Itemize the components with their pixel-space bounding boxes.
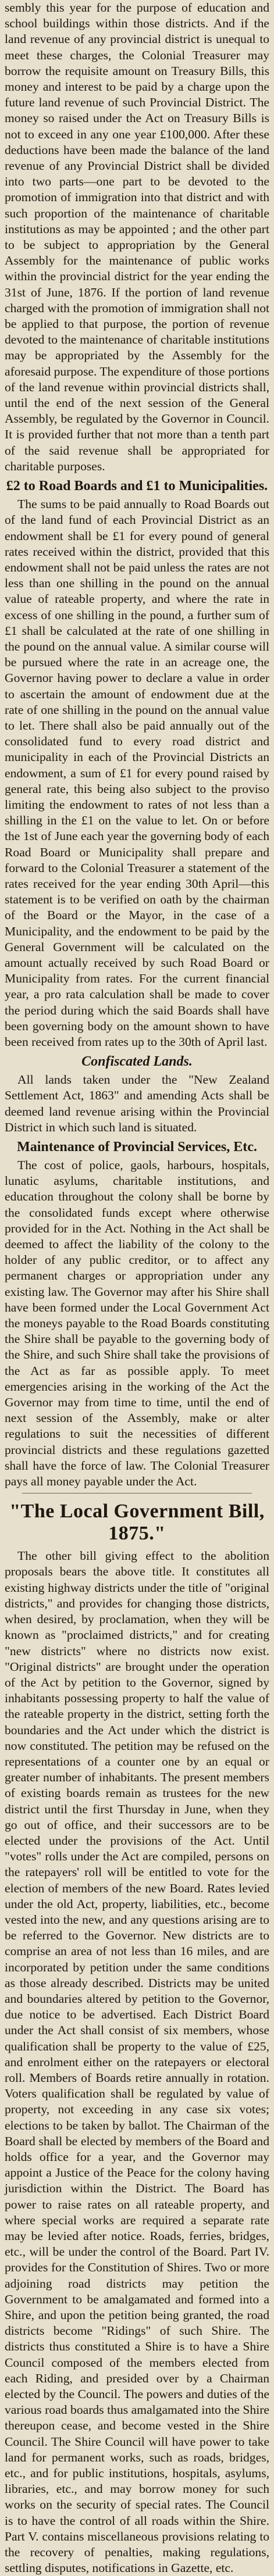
section-heading-local-government-bill: "The Local Government Bill, 1875." xyxy=(9,1500,265,1545)
confiscated-lands-paragraph: All lands taken under the "New Zealand Settlement Act, 1863" and amending Acts shall be deemed land revenue arising within the Provincial District in which such land is situated. xyxy=(5,1073,269,1134)
section-heading-road-boards: £2 to Road Boards and £1 to Municipalities. xyxy=(6,478,268,494)
newspaper-column xyxy=(5,0,269,2575)
section-divider xyxy=(22,1493,252,1494)
section-heading-provincial-services: Maintenance of Provincial Services, Etc. xyxy=(17,1139,257,1155)
road-boards-paragraph: The sums to be paid annually to Road Boards out of the land fund of each Provincial District as an endowment shall be £1 for every pound of general rates received within the district, provided that this endowment shall not be paid unless the rates are not less than one shilling in the pound on the annual value of rateable property, and where the rate in excess of one shilling in the pound, a further sum of £1 shall be calculated at the rate of one shilling in the pound on the annual value. A similar course will be pursued where the rate in an acreage one, the Governor having power to declare a value in order to ascertain the amount of endowment due at the rate of one shilling in the pound on the annual value to let. There shall also be paid annually out of the consolidated fund to every road district and municipality in each of the Provincial Districts an endowment, a sum of £1 for every pound raised by general rate, this being also subject to the proviso limiting the endowment to rates of not less than a shilling in the £1 on the value to let. On or before the 1st of June each year the governing body of each Road Board or Municipality shall prepare and forward to the Colonial Treasurer a statement of the rates received for the year ending 30th April—this statement is to be verified on oath by the chairman of the Board or the Mayor, in the case of a Municipality, and the endowment to be paid by the General Government will be calculated on the amount actually received by such Road Board or Municipality from rates. For the current financial year, a pro rata calculation shall be made to cover the period during which the said Boards shall have been governing body on the amount shown to have been received from rates up to the 30th of April last. xyxy=(5,497,269,1049)
intro-paragraph: sembly this year for the purpose of education and school buildings within those districts. And if the land revenue of any provincial district is unequal to meet these charges, the Colonial Treasurer may borrow the requisite amount on Treasury Bills, this money and interest to be paid by a charge upon the future land revenue of such Provincial District. The money so raised under the Act on Treasury Bills is not to exceed in any one year £100,000. After these deductions have been made the balance of the land revenue of any Provincial District shall be divided into two parts—one part to be devoted to the promotion of immigration into that district and with such proportion of the maintenance of charitable institutions as may be appointed ; and the other part to be subject to appropriation by the General Assembly for the maintenance of public works within the provincial district for the year ending the 31st of June, 1876. If the portion of land revenue charged with the promotion of immigration shall not be applied to that purpose, the portion of revenue devoted to the maintenance of charitable institutions may be appropriated by the Assembly for the aforesaid purpose. The expenditure of those portions of the land revenue within provincial districts shall, until the end of the next session of the General Assembly, be regulated by the Governor in Council. It is provided further that not more than a tenth part of the said revenue shall be appropriated for charitable purposes. xyxy=(5,1,269,473)
section-heading-confiscated-lands: Confiscated Lands. xyxy=(81,1054,193,1070)
provincial-services-paragraph: The cost of police, gaols, harbours, hospitals, lunatic asylums, charitable institutions, and education throughout the colony shall be borne by the consolidated funds except where otherwise provided for in the Act. Nothing in the Act shall be deemed to affect the liability of the colony to the holder of any public creditor, or to affect any permanent charges or appropriation under any existing law. The Governor may after his Shire shall have been formed under the Local Government Act the moneys payable to the Road Boards constituting the Shire shall be payable to the governing body of the Shire, and such Shire shall take the provisions of the Act as far as possible apply. To meet emergencies arising in the working of the Act the Governor may from time to time, until the end of next session of the Assembly, make or alter regulations to suit the necessities of different provincial districts and these regulations gazetted shall have the force of law. The Colonial Treasurer pays all money payable under the Act. xyxy=(5,1158,269,1489)
local-government-paragraph: The other bill giving effect to the abolition proposals bears the above title. It constitutes all existing highway districts under the title of "original districts," and provides for changing those districts, when desired, by proclamation, when they will be known as "proclaimed districts," and for creating "new districts" where no districts now exist. "Original districts" are brought under the operation of the Act by petition to the Governor, signed by inhabitants possessing property to half the value of the rateable property in the district, setting forth the boundaries and the Act under which the district is now constituted. The petition may be refused on the representations of a counter one by an equal or greater number of inhabitants. The present members of existing boards remain as trustees for the new district until the first Thursday in June, when they go out of office, and their successors are to be elected under the provisions of the Act. Until "votes" rolls under the Act are compiled, persons on the ratepayers' roll will be entitled to vote for the election of members of the new Board. Rates levied under the old Act, property, liabilities, etc., become vested into the new, and any questions arising are to be referred to the Governor. New districts are to comprise an area of not less than 16 miles, and are incorporated by petition under the same conditions as those already described. Districts may be united and boundaries altered by petition to the Governor, due notice to be advertised. Each District Board under the Act shall consist of six members, whose qualification shall be property to the value of £25, and enrolment either on the ratepayers or electoral roll. Members of Boards retire annually in rotation. Voters qualification shall be regulated by value of property, not exceeding in any case six votes; elections to be taken by ballot. The Chairman of the Board shall be elected by members of the Board and holds office for a year, and the Governor may appoint a Justice of the Peace for the colony having jurisdiction within the District. The Board has power to raise rates on all rateable property, and where special works are required a separate rate may be levied after notice. Roads, ferries, bridges, etc., will be under the control of the Board. Part IV. provides for the Constitution of Shires. Two or more adjoining road districts may petition the Government to be amalgamated and formed into a Shire, and upon the petition being granted, the road districts become "Ridings" of such Shire. The districts thus constituted a Shire is to have a Shire Council composed of the members elected from each Riding, and presided over by a Chairman elected by the Council. The powers and duties of the various road boards thus amalgamated into the Shire thereupon cease, and become vested in the Shire Council. The Shire Council will have power to take land for permanent works, such as roads, bridges, etc., and for public institutions, hospitals, asylums, libraries, etc., and may borrow money for such works on the security of special rates. The Council is to have the control of all roads within the Shire. Part V. contains miscellaneous provisions relating to the recovery of penalties, making regulations, settling disputes, notifications in Gazette, etc. xyxy=(5,1549,269,2575)
